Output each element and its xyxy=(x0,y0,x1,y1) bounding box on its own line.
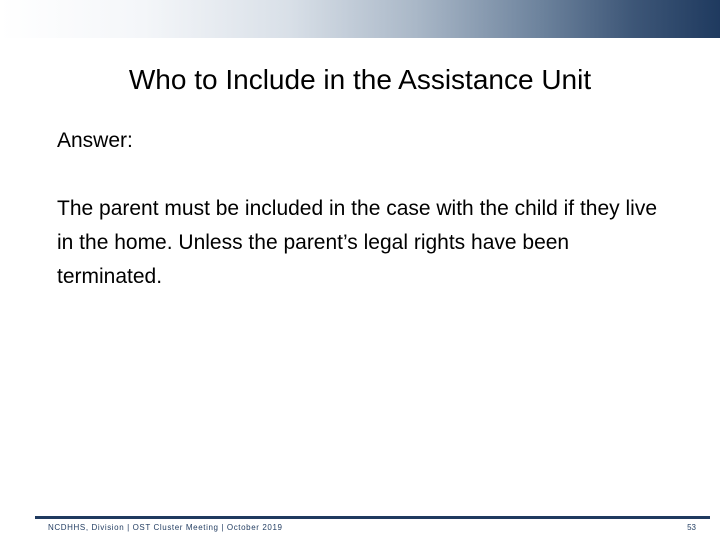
header-gradient-band xyxy=(0,0,720,38)
answer-label: Answer: xyxy=(57,129,133,152)
footer-divider xyxy=(35,516,710,519)
footer-text: NCDHHS, Division | OST Cluster Meeting | October 2019 xyxy=(48,523,283,532)
answer-text: The parent must be included in the case with the child if they live in the home. Unless the parent’s legal rights have been terminated. xyxy=(57,197,657,288)
slide-title: Who to Include in the Assistance Unit xyxy=(128,64,592,95)
slide-body xyxy=(57,124,657,294)
page-number: 53 xyxy=(687,523,696,532)
